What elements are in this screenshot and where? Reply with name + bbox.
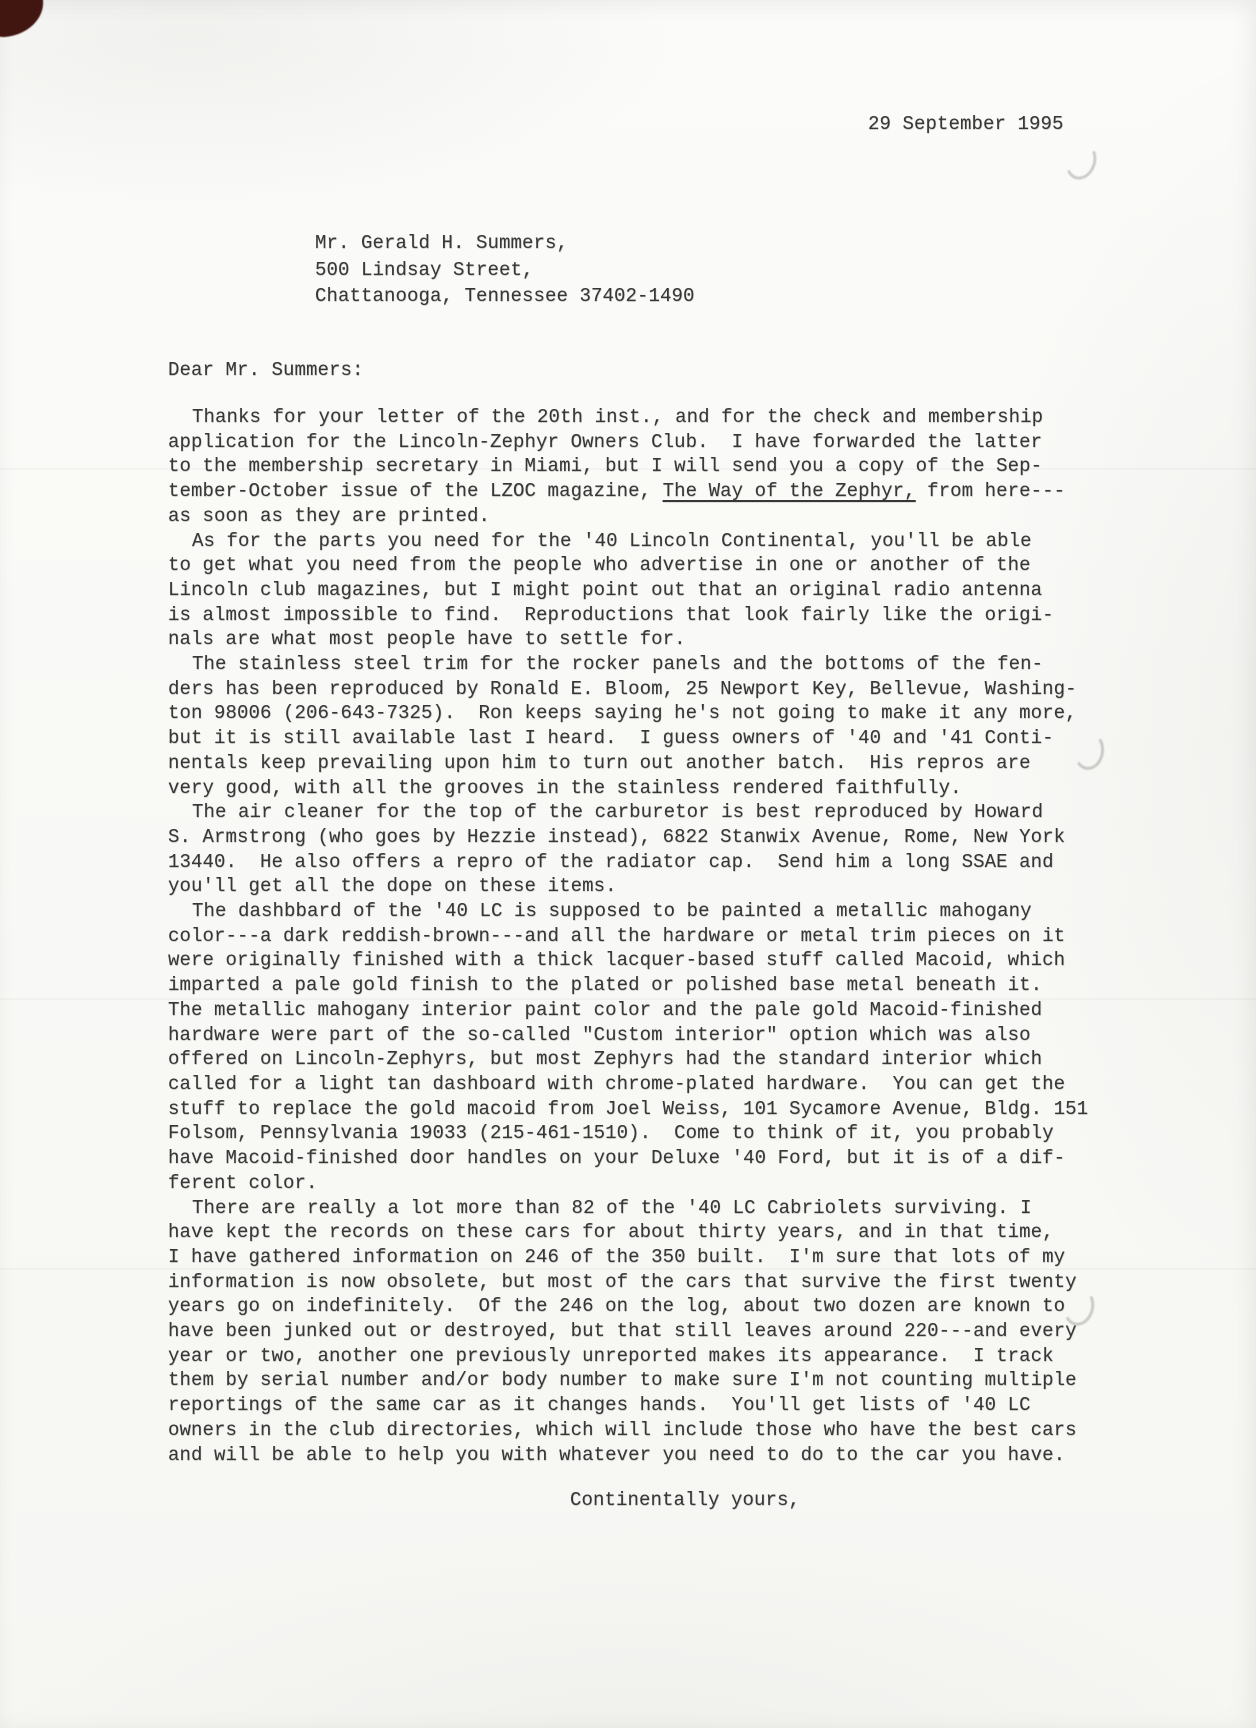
letter-line: application for the Lincoln-Zephyr Owners Club. I have forwarded the latter	[168, 430, 1043, 453]
letter-line: color---a dark reddish-brown---and all the hardware or metal trim pieces on it	[168, 924, 1066, 947]
scan-ink-blob-artifact	[0, 0, 45, 38]
letter-text-segment: from here---	[915, 480, 1066, 503]
letter-line: ferent color.	[168, 1171, 318, 1194]
letter-line: have Macoid-finished door handles on your Deluxe '40 Ford, but it is of a dif-	[168, 1147, 1066, 1170]
letter-line: reportings of the same car as it changes hands. You'll get lists of '40 LC	[168, 1394, 1031, 1417]
salutation: Dear Mr. Summers:	[168, 359, 364, 381]
letter-line: called for a light tan dashboard with chrome-plated hardware. You can get the	[168, 1072, 1066, 1095]
letter-line: The air cleaner for the top of the carburetor is best reproduced by Howard	[192, 801, 1044, 824]
letter-body	[168, 405, 1128, 1467]
letter-line: offered on Lincoln-Zephyrs, but most Zephyrs had the standard interior which	[168, 1048, 1043, 1071]
underlined-magazine-title: The Way of the Zephyr,	[662, 480, 916, 503]
letter-line: is almost impossible to find. Reproductions that look fairly like the origi-	[168, 603, 1054, 626]
letter-line: very good, with all the grooves in the stainless rendered faithfully.	[168, 776, 962, 799]
letter-date: 29 September 1995	[868, 113, 1064, 135]
letter-line: and will be able to help you with whatever you need to do to the car you have.	[168, 1443, 1066, 1466]
letter-line: The stainless steel trim for the rocker panels and the bottoms of the fen-	[192, 653, 1044, 676]
letter-line: There are really a lot more than 82 of the '40 LC Cabriolets surviving. I	[192, 1196, 1032, 1219]
letter-line: The metallic mahogany interior paint color and the pale gold Macoid-finished	[168, 998, 1043, 1021]
recipient-block	[315, 230, 695, 310]
letter-line: ders has been reproduced by Ronald E. Bloom, 25 Newport Key, Bellevue, Washing-	[168, 677, 1077, 700]
letter-line: imparted a pale gold finish to the plated or polished base metal beneath it.	[168, 974, 1043, 997]
letter-line: nentals keep prevailing upon him to turn out another batch. His repros are	[168, 751, 1031, 774]
letter-line	[168, 479, 1128, 504]
letter-line: hardware were part of the so-called "Custom interior" option which was also	[168, 1023, 1031, 1046]
recipient-line: Mr. Gerald H. Summers,	[315, 232, 569, 254]
letter-line: I have gathered information on 246 of the 350 built. I'm sure that lots of my	[168, 1245, 1066, 1268]
letter-line: Lincoln club magazines, but I might point out that an original radio antenna	[168, 578, 1043, 601]
letter-line: As for the parts you need for the '40 Lincoln Continental, you'll be able	[192, 529, 1032, 552]
letter-line: to the membership secretary in Miami, but I will send you a copy of the Sep-	[168, 455, 1043, 478]
letter-line: you'll get all the dope on these items.	[168, 875, 617, 898]
recipient-line: Chattanooga, Tennessee 37402-1490	[315, 285, 695, 307]
letter-line: information is now obsolete, but most of the cars that survive the first twenty	[168, 1270, 1077, 1293]
letter-line: The dashbbard of the '40 LC is supposed to be painted a metallic mahogany	[192, 900, 1032, 923]
closing: Continentally yours,	[570, 1489, 801, 1511]
letter-line: to get what you need from the people who advertise in one or another of the	[168, 554, 1031, 577]
scan-pencil-mark-artifact	[1061, 138, 1101, 183]
letter-line: have kept the records on these cars for about thirty years, and in that time,	[168, 1221, 1054, 1244]
recipient-line: 500 Lindsay Street,	[315, 258, 534, 281]
letter-line: S. Armstrong (who goes by Hezzie instead), 6822 Stanwix Avenue, Rome, New York	[168, 825, 1066, 848]
letter-line: them by serial number and/or body number to make sure I'm not counting multiple	[168, 1369, 1077, 1392]
letter-line: have been junked out or destroyed, but that still leaves around 220---and every	[168, 1320, 1077, 1343]
letter-line: Folsom, Pennsylvania 19033 (215-461-1510). Come to think of it, you probably	[168, 1122, 1054, 1145]
letter-line: as soon as they are printed.	[168, 504, 491, 527]
letter-line: stuff to replace the gold macoid from Joel Weiss, 101 Sycamore Avenue, Bldg. 151	[168, 1097, 1089, 1120]
letter-line: 13440. He also offers a repro of the radiator cap. Send him a long SSAE and	[168, 850, 1054, 873]
letter-line: year or two, another one previously unreported makes its appearance. I track	[168, 1344, 1054, 1367]
letter-text-segment: tember-October issue of the LZOC magazine,	[168, 480, 663, 503]
letter-line: nals are what most people have to settle for.	[168, 628, 686, 651]
letter-line: were originally finished with a thick lacquer-based stuff called Macoid, which	[168, 949, 1066, 972]
letter-line: but it is still available last I heard. I guess owners of '40 and '41 Conti-	[168, 727, 1054, 750]
letter-line: years go on indefinitely. Of the 246 on the log, about two dozen are known to	[168, 1295, 1066, 1318]
letter-line: ton 98006 (206-643-7325). Ron keeps saying he's not going to make it any more,	[168, 702, 1077, 725]
letter-line: Thanks for your letter of the 20th inst., and for the check and membership	[192, 406, 1044, 428]
letter-line: owners in the club directories, which will include those who have the best cars	[168, 1418, 1077, 1441]
